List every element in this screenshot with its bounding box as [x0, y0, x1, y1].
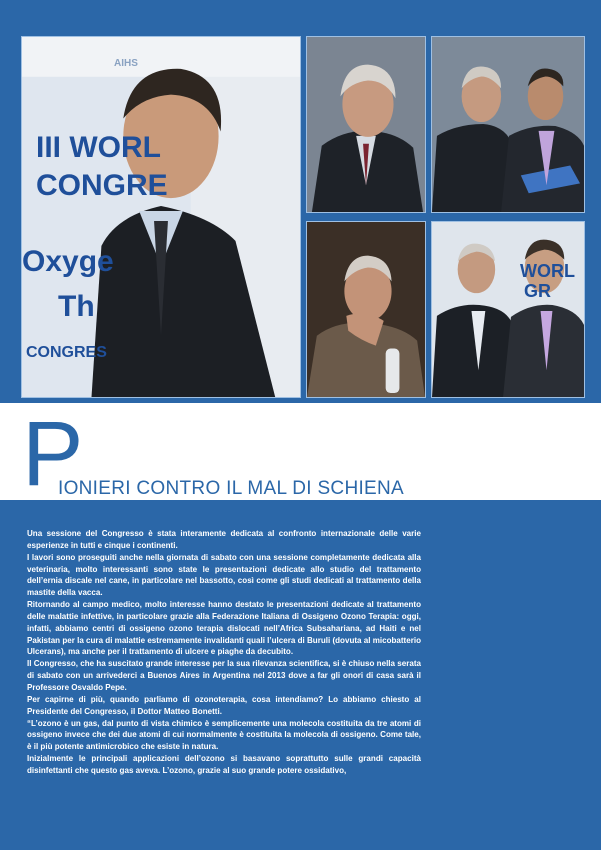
title-initial: P — [22, 403, 84, 505]
banner-line: CONGRES — [26, 344, 107, 361]
banner-logo: AIHS — [114, 58, 138, 69]
top-right-photo — [431, 36, 585, 213]
two-men-posing-image — [432, 222, 584, 397]
banner-line: GR — [524, 281, 551, 301]
bottom-right-photo — [431, 221, 585, 398]
banner-line: III WORL — [36, 131, 161, 164]
article-paragraph: “L’ozono è un gas, dal punto di vista chimico è semplicemente una molecola costituita da tre atomi di ossigeno invece che dei due atomi di cui normalmente è costituita la molecola di ossigeno. Come tale, è il più potente antimicrobico che esiste in natura. — [27, 718, 421, 752]
article-paragraph: I lavori sono proseguiti anche nella giornata di sabato con una sessione completamente dedicata alla veterinaria, molto interessanti sono state le presentazioni dedicate allo studio del trattamento dell’ernia discale nel cane, in particolare nel bassotto, così come gli studi dedicati al trattamento della mastite della vacca. — [27, 552, 421, 598]
article-paragraph: Inizialmente le principali applicazioni dell’ozono si basavano soprattutto sulle grandi capacità disinfettanti che questo gas aveva. L’ozono, grazie al suo grande potere ossidativo, — [27, 754, 421, 775]
banner-line: Oxyge — [22, 245, 114, 278]
banner-line: WORL — [520, 261, 575, 281]
two-men-folder-image — [432, 37, 584, 212]
article-paragraph: Per capirne di più, quando parliamo di ozonoterapia, cosa intendiamo? Lo abbiamo chiesto al Presidente del Congresso, il Dottor Matteo Bonetti. — [27, 694, 421, 716]
article-paragraph: Il Congresso, che ha suscitato grande interesse per la sua rilevanza scientifica, si è chiuso nella serata di sabato con un arrivederci a Buenos Aires in Argentina nel 2013 dove a far gli onori di casa sarà il Professore Osvaldo Pepe. — [27, 659, 421, 692]
main-photo — [21, 36, 301, 398]
seated-man-image — [307, 222, 425, 397]
top-middle-photo — [306, 36, 426, 213]
speaker-portrait-image — [22, 37, 300, 397]
bottom-middle-photo — [306, 221, 426, 398]
article-paragraph: Una sessione del Congresso è stata interamente dedicata al confronto internazionale delle varie esperienze in tutti e cinque i continenti. — [27, 529, 421, 550]
elderly-man-image — [307, 37, 425, 212]
article-body — [27, 528, 421, 777]
page-title: IONIERI CONTRO IL MAL DI SCHIENA — [58, 478, 405, 499]
banner-line: Th — [58, 290, 95, 323]
banner-line: CONGRE — [36, 169, 168, 202]
article-paragraph: Ritornando al campo medico, molto interesse hanno destato le presentazioni dedicate al trattamento delle malattie infettive, in particolare grazie alla Federazione Italiana di Ossigeno Ozono Terapia: oggi, infatti, abbiamo centri di ossigeno ozono terapia dislocati nell’Africa Subsahariana, ad Haiti e nel Pakistan per la cura di malattie estremamente invalidanti quali l’ulcera di Buruli (dovuta al micobatterio Ulcerans), ma anche per il trattamento di ulcere e piaghe da decubito. — [27, 600, 421, 657]
